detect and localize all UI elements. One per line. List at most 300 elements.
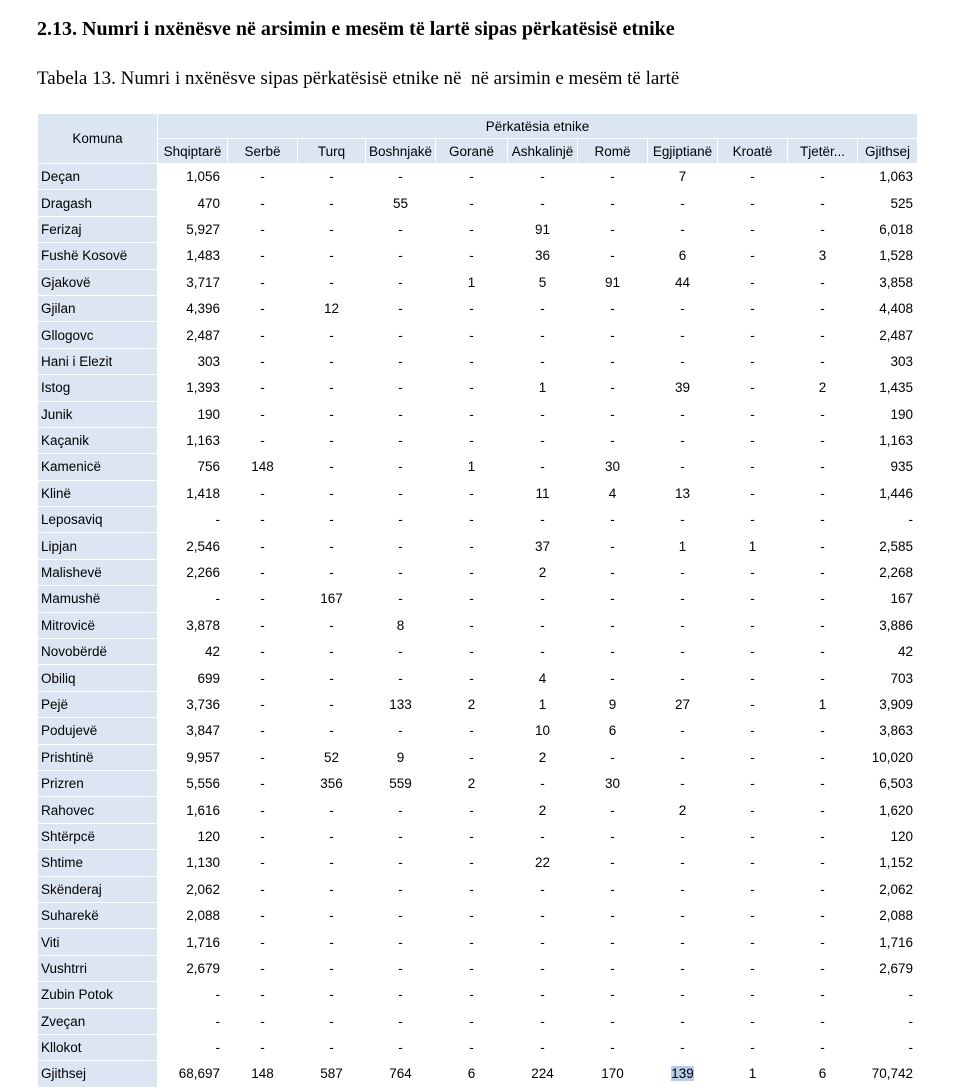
table-row [38,507,918,533]
value-cell: - [436,612,508,638]
komuna-cell: Prizren [38,770,158,796]
value-cell: - [366,586,436,612]
value-cell: - [718,480,788,506]
value-cell: 148 [228,454,298,480]
value-cell: 1,483 [158,243,228,269]
value-cell: 42 [858,639,918,665]
komuna-cell: Ferizaj [38,216,158,242]
komuna-cell: Suharekë [38,902,158,928]
komuna-cell: Prishtinë [38,744,158,770]
value-cell: - [508,955,578,981]
value-cell: 1 [508,691,578,717]
value-cell: - [366,480,436,506]
value-cell: - [228,348,298,374]
value-cell: - [788,1034,858,1060]
value-cell: 2,062 [858,876,918,902]
komuna-cell: Shtërpcë [38,823,158,849]
komuna-cell: Fushë Kosovë [38,243,158,269]
table-row [38,902,918,928]
table-row [38,876,918,902]
value-cell: 55 [366,190,436,216]
value-cell: - [718,559,788,585]
value-cell: - [858,982,918,1008]
value-cell: - [788,823,858,849]
table-row [38,823,918,849]
value-cell: - [366,375,436,401]
value-cell: - [436,164,508,190]
value-cell: 2,088 [858,902,918,928]
value-cell: - [788,797,858,823]
value-cell: - [366,876,436,902]
value-cell: - [228,375,298,401]
value-cell: - [648,744,718,770]
value-cell: - [298,269,366,295]
table-row [38,770,918,796]
section-heading: 2.13. Numri i nxënësve në arsimin e mesëm të lartë sipas përkatësisë etnike [37,18,675,40]
value-cell: 2,487 [858,322,918,348]
komuna-cell: Mamushë [38,586,158,612]
komuna-cell: Obiliq [38,665,158,691]
value-cell: 1,393 [158,375,228,401]
value-cell: - [718,269,788,295]
value-cell: - [648,216,718,242]
value-cell: 6,018 [858,216,918,242]
value-cell: - [508,295,578,321]
value-cell: - [718,401,788,427]
table-row [38,348,918,374]
value-cell: - [228,295,298,321]
value-cell: - [366,322,436,348]
table-row [38,586,918,612]
value-cell: - [436,375,508,401]
ethnicity-group-header: Përkatësia etnike [158,114,918,139]
value-cell: 1,435 [858,375,918,401]
value-cell: 1 [718,533,788,559]
value-cell: - [718,823,788,849]
value-cell: 764 [366,1061,436,1087]
value-cell: - [648,507,718,533]
value-cell: 4 [508,665,578,691]
value-cell: - [228,1008,298,1034]
value-cell: - [648,929,718,955]
value-cell: - [436,1008,508,1034]
table-row [38,1008,918,1034]
column-header: Romë [578,139,648,164]
value-cell: - [508,586,578,612]
value-cell: - [228,955,298,981]
value-cell: 1,063 [858,164,918,190]
value-cell: - [718,665,788,691]
value-cell: - [298,850,366,876]
value-cell: - [228,269,298,295]
value-cell: - [788,876,858,902]
value-cell: - [228,243,298,269]
value-cell: - [508,929,578,955]
value-cell: - [298,533,366,559]
value-cell: - [228,902,298,928]
value-cell: - [366,823,436,849]
value-cell: - [228,718,298,744]
value-cell: - [228,929,298,955]
value-cell: - [228,1034,298,1060]
value-cell: - [158,507,228,533]
value-cell: 6 [648,243,718,269]
value-cell: 4,396 [158,295,228,321]
value-cell: - [578,401,648,427]
column-header: Egjiptianë [648,139,718,164]
value-cell: - [508,164,578,190]
value-cell: 587 [298,1061,366,1087]
value-cell: - [508,612,578,638]
value-cell: 1 [718,1061,788,1087]
value-cell: - [366,216,436,242]
value-cell: - [436,427,508,453]
table-row [38,955,918,981]
value-cell: - [298,322,366,348]
value-cell: 3,858 [858,269,918,295]
value-cell: - [718,295,788,321]
table-row [38,639,918,665]
value-cell: - [228,744,298,770]
value-cell: 935 [858,454,918,480]
value-cell: - [718,1034,788,1060]
value-cell: - [158,586,228,612]
table-row [38,744,918,770]
value-cell: 52 [298,744,366,770]
komuna-cell: Kllokot [38,1034,158,1060]
value-cell: 3,717 [158,269,228,295]
value-cell: - [648,427,718,453]
table-row [38,533,918,559]
value-cell: - [436,876,508,902]
value-cell: - [436,190,508,216]
value-cell: - [436,639,508,665]
value-cell: - [436,823,508,849]
value-cell: - [578,665,648,691]
value-cell: - [298,876,366,902]
value-cell: - [436,982,508,1008]
value-cell: 37 [508,533,578,559]
value-cell: - [508,902,578,928]
value-cell: - [158,1008,228,1034]
value-cell: 70,742 [858,1061,918,1087]
value-cell: - [578,164,648,190]
value-cell: 1,716 [158,929,228,955]
table-caption: Tabela 13. Numri i nxënësve sipas përkatësisë etnike në në arsimin e mesëm të lartë [37,68,680,89]
value-cell: - [436,665,508,691]
value-cell: - [648,322,718,348]
value-cell: - [366,269,436,295]
value-cell: - [788,559,858,585]
value-cell: - [366,348,436,374]
value-cell: - [436,480,508,506]
value-cell: - [508,427,578,453]
value-cell: 1 [788,691,858,717]
table-row [38,691,918,717]
value-cell: - [648,1034,718,1060]
value-cell: - [366,797,436,823]
value-cell: - [648,586,718,612]
komuna-cell: Malishevë [38,559,158,585]
value-cell: - [436,797,508,823]
table-row [38,559,918,585]
komuna-cell: Kaçanik [38,427,158,453]
value-cell: 1,446 [858,480,918,506]
value-cell: - [436,744,508,770]
value-cell: - [648,850,718,876]
value-cell: - [298,639,366,665]
value-cell: - [578,559,648,585]
value-cell: - [298,454,366,480]
column-header: Gjithsej [858,139,918,164]
value-cell: - [578,929,648,955]
value-cell: - [648,559,718,585]
value-cell: 6 [578,718,648,744]
value-cell: - [578,533,648,559]
table-row [38,454,918,480]
komuna-cell: Hani i Elezit [38,348,158,374]
value-cell: - [578,507,648,533]
value-cell: 703 [858,665,918,691]
value-cell: 470 [158,190,228,216]
value-cell: 2 [508,797,578,823]
value-cell: - [436,533,508,559]
value-cell: 2,679 [858,955,918,981]
value-cell: - [648,612,718,638]
value-cell: - [648,823,718,849]
komuna-cell: Novobërdë [38,639,158,665]
value-cell: - [788,164,858,190]
value-cell: - [298,797,366,823]
value-cell: - [718,375,788,401]
value-cell: - [648,639,718,665]
value-cell: 3,863 [858,718,918,744]
value-cell: - [788,348,858,374]
value-cell: - [366,533,436,559]
value-cell: 7 [648,164,718,190]
value-cell: - [158,1034,228,1060]
value-cell: 9,957 [158,744,228,770]
value-cell: 2 [788,375,858,401]
value-cell: - [366,164,436,190]
value-cell: - [578,797,648,823]
value-cell: - [718,322,788,348]
value-cell: 4 [578,480,648,506]
value-cell: - [228,427,298,453]
value-cell: - [788,929,858,955]
value-cell: 1,418 [158,480,228,506]
value-cell: - [436,348,508,374]
value-cell: - [578,850,648,876]
value-cell: - [228,797,298,823]
value-cell: - [788,533,858,559]
komuna-cell: Junik [38,401,158,427]
komuna-cell: Skënderaj [38,876,158,902]
value-cell: - [648,770,718,796]
komuna-cell: Gllogovc [38,322,158,348]
value-cell: - [298,612,366,638]
value-cell: - [298,375,366,401]
value-cell: - [298,216,366,242]
komuna-cell: Lipjan [38,533,158,559]
value-cell: 1 [648,533,718,559]
value-cell: - [366,850,436,876]
value-cell: - [298,164,366,190]
value-cell: 167 [858,586,918,612]
value-cell: - [298,982,366,1008]
value-cell: 11 [508,480,578,506]
value-cell: - [508,982,578,1008]
value-cell: - [366,902,436,928]
value-cell: 3,886 [858,612,918,638]
value-cell: - [578,322,648,348]
table-row [38,427,918,453]
value-cell: - [788,850,858,876]
value-cell: - [508,322,578,348]
value-cell: 303 [158,348,228,374]
value-cell: - [718,770,788,796]
value-cell: 2 [436,770,508,796]
value-cell: - [298,348,366,374]
value-cell: - [788,612,858,638]
value-cell: - [648,1008,718,1034]
value-cell: - [648,718,718,744]
value-cell: - [436,401,508,427]
table-row [38,982,918,1008]
column-header: Shqiptarë [158,139,228,164]
value-cell: - [508,876,578,902]
value-cell: - [718,1008,788,1034]
table-row [38,164,918,190]
value-cell: - [718,797,788,823]
value-cell: 2,585 [858,533,918,559]
value-cell: - [228,190,298,216]
value-cell: 5 [508,269,578,295]
komuna-cell: Gjithsej [38,1061,158,1087]
value-cell: - [298,1008,366,1034]
value-cell: 120 [158,823,228,849]
table-row [38,269,918,295]
value-cell: 1 [508,375,578,401]
value-cell: - [228,216,298,242]
value-cell: - [578,982,648,1008]
value-cell: 5,556 [158,770,228,796]
value-cell: - [788,507,858,533]
komuna-cell: Shtime [38,850,158,876]
value-cell: - [648,665,718,691]
table-row [38,797,918,823]
value-cell: - [718,982,788,1008]
value-cell: - [298,480,366,506]
value-cell: - [366,507,436,533]
value-cell: 3,847 [158,718,228,744]
value-cell: - [436,718,508,744]
value-cell: - [648,190,718,216]
value-cell: 2,487 [158,322,228,348]
value-cell: 699 [158,665,228,691]
value-cell: - [788,401,858,427]
value-cell: 1,130 [158,850,228,876]
value-cell: - [298,1034,366,1060]
value-cell: - [298,559,366,585]
value-cell: 1,616 [158,797,228,823]
value-cell: 2,062 [158,876,228,902]
value-cell: - [436,507,508,533]
table-row [38,612,918,638]
value-cell: - [366,929,436,955]
value-cell: 6,503 [858,770,918,796]
value-cell: - [366,955,436,981]
value-cell: - [366,718,436,744]
value-cell: - [436,929,508,955]
value-cell: 13 [648,480,718,506]
value-cell: - [578,216,648,242]
table-row [38,850,918,876]
value-cell: - [228,401,298,427]
value-cell: - [788,427,858,453]
value-cell: - [578,876,648,902]
column-header: Tjetër... [788,139,858,164]
value-cell: - [718,876,788,902]
ethnicity-table [37,113,918,1088]
value-cell: 133 [366,691,436,717]
value-cell: - [578,1008,648,1034]
value-cell: 68,697 [158,1061,228,1087]
value-cell: - [578,823,648,849]
value-cell: - [228,559,298,585]
value-cell: - [718,691,788,717]
value-cell: 44 [648,269,718,295]
value-cell: - [298,955,366,981]
value-cell: - [788,955,858,981]
value-cell: - [718,164,788,190]
value-cell: - [788,190,858,216]
value-cell: - [858,1034,918,1060]
value-cell: - [578,639,648,665]
value-cell: - [718,454,788,480]
komuna-cell: Kamenicë [38,454,158,480]
value-cell: 9 [366,744,436,770]
value-cell: - [578,190,648,216]
value-cell: - [788,1008,858,1034]
value-cell: - [578,902,648,928]
value-cell: - [228,507,298,533]
table-row [38,718,918,744]
value-cell: - [508,190,578,216]
table-row [38,480,918,506]
value-cell: 1,056 [158,164,228,190]
value-cell: - [648,902,718,928]
value-cell: - [508,770,578,796]
column-header: Serbë [228,139,298,164]
column-header: Kroatë [718,139,788,164]
value-cell: 224 [508,1061,578,1087]
value-cell: - [366,1008,436,1034]
value-cell: 1 [436,454,508,480]
table-row [38,401,918,427]
value-cell: - [718,507,788,533]
value-cell: 10,020 [858,744,918,770]
value-cell: - [298,190,366,216]
value-cell: 356 [298,770,366,796]
value-cell: - [788,982,858,1008]
value-cell: 167 [298,586,366,612]
value-cell: 756 [158,454,228,480]
value-cell: - [298,243,366,269]
value-cell: - [648,295,718,321]
value-cell: - [718,243,788,269]
value-cell: 120 [858,823,918,849]
